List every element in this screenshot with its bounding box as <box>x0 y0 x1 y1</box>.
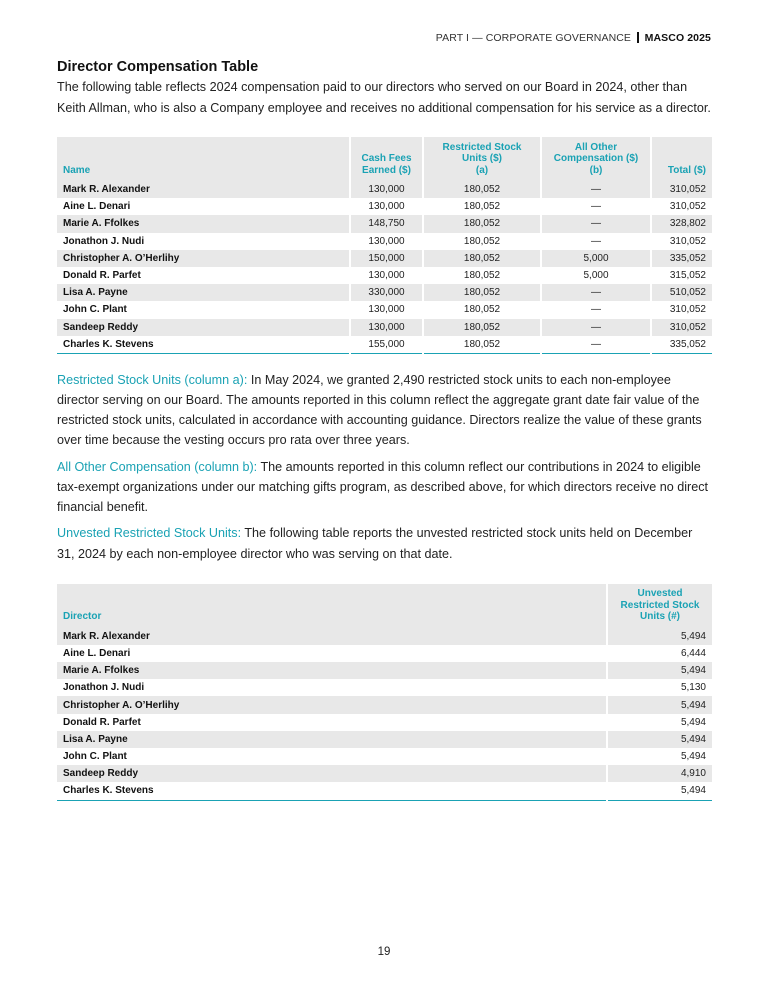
cash-fees-cell: 130,000 <box>350 233 423 250</box>
table-row <box>57 714 712 731</box>
table-row <box>57 181 712 198</box>
table-row <box>57 215 712 232</box>
unvested-units-cell: 6,444 <box>607 645 712 662</box>
table-row <box>57 662 712 679</box>
rsu-value-cell: 180,052 <box>423 301 541 318</box>
director-name-cell: Sandeep Reddy <box>57 319 350 336</box>
director-compensation-table <box>57 137 712 354</box>
rsu-value-cell: 180,052 <box>423 319 541 336</box>
director-name-cell: Jonathon J. Nudi <box>63 682 145 694</box>
total-cell: 335,052 <box>651 336 712 354</box>
other-comp-cell: — <box>541 181 651 198</box>
other-comp-cell: — <box>541 215 651 232</box>
table-row <box>57 198 712 215</box>
col-header-other-comp: All Other Compensation ($) (b) <box>541 137 651 181</box>
rsu-value-cell: 180,052 <box>423 215 541 232</box>
cash-fees-cell: 130,000 <box>350 301 423 318</box>
page-title: Director Compensation Table <box>57 59 259 75</box>
table-row <box>57 628 712 645</box>
note-other-text: The amounts reported in this column reflect our contributions in 2024 to eligible tax-exempt organizations under our matching gifts program, as described above, for which directors receive no direct financial benefit. <box>57 459 708 515</box>
unvested-units-cell: 5,494 <box>607 782 712 800</box>
cash-fees-cell: 130,000 <box>350 181 423 198</box>
director-name-cell: Charles K. Stevens <box>57 782 607 800</box>
note-other-comp <box>57 457 712 518</box>
total-cell: 328,802 <box>651 215 712 232</box>
total-cell: 315,052 <box>651 267 712 284</box>
total-cell: 310,052 <box>651 319 712 336</box>
cash-fees-cell: 155,000 <box>350 336 423 354</box>
director-name-cell: Marie A. Ffolkes <box>57 215 350 232</box>
table-row <box>57 748 712 765</box>
col-header-name: Name <box>57 137 350 181</box>
col-header-total: Total ($) <box>651 137 712 181</box>
other-comp-cell: 5,000 <box>541 267 651 284</box>
header-divider <box>637 32 639 43</box>
cash-fees-cell: 150,000 <box>350 250 423 267</box>
director-name-cell: Lisa A. Payne <box>57 731 607 748</box>
note-other-label: All Other Compensation (column b): <box>57 459 258 474</box>
director-name-cell: Aine L. Denari <box>63 647 131 659</box>
table-row <box>57 250 712 267</box>
other-comp-cell: 5,000 <box>541 250 651 267</box>
rsu-value-cell: 180,052 <box>423 250 541 267</box>
director-name-cell: John C. Plant <box>63 751 127 763</box>
total-cell: 310,052 <box>651 198 712 215</box>
table-row <box>57 731 712 748</box>
compensation-table-body <box>57 181 712 353</box>
rsu-value-cell: 180,052 <box>423 198 541 215</box>
unvested-rsu-table <box>57 584 712 801</box>
unvested-units-cell: 4,910 <box>607 765 712 782</box>
table-row <box>57 284 712 301</box>
table-row <box>57 645 712 662</box>
rsu-value-cell: 180,052 <box>423 284 541 301</box>
rsu-value-cell: 180,052 <box>423 181 541 198</box>
table-row <box>57 267 712 284</box>
note-rsu-label: Restricted Stock Units (column a): <box>57 372 248 387</box>
rsu-value-cell: 180,052 <box>423 233 541 250</box>
cash-fees-cell: 130,000 <box>350 319 423 336</box>
director-name-cell: Marie A. Ffolkes <box>57 662 607 679</box>
other-comp-cell: — <box>541 319 651 336</box>
director-name-cell: Christopher A. O’Herlihy <box>57 696 607 713</box>
director-name-cell: Christopher A. O’Herlihy <box>57 250 350 267</box>
unvested-units-cell: 5,494 <box>607 628 712 645</box>
other-comp-cell: — <box>541 233 651 250</box>
note-unvested-text: The following table reports the unvested restricted stock units held on December 31, 2024 by each non-employee director who was serving on that date. <box>57 526 693 561</box>
rsu-value-cell: 180,052 <box>423 336 541 354</box>
table-header-row <box>57 137 712 181</box>
page-number: 19 <box>377 946 391 958</box>
table-row <box>57 336 712 354</box>
other-comp-cell: — <box>541 198 651 215</box>
intro-paragraph: The following table reflects 2024 compensation paid to our directors who served on our Board in 2024, other than Keith Allman, who is also a Company employee and receives no additional compensation for his service as a director. <box>57 80 711 115</box>
page-header <box>436 32 711 44</box>
director-name-cell: Donald R. Parfet <box>63 716 141 728</box>
table-row <box>57 233 712 250</box>
unvested-units-cell: 5,494 <box>607 731 712 748</box>
table-row <box>57 782 712 800</box>
director-name-cell: Sandeep Reddy <box>57 765 607 782</box>
director-name-cell: Aine L. Denari <box>63 201 131 213</box>
director-name-cell: Donald R. Parfet <box>63 270 141 282</box>
page-content <box>57 59 712 801</box>
unvested-units-cell: 5,494 <box>607 696 712 713</box>
total-cell: 335,052 <box>651 250 712 267</box>
director-name-cell: Lisa A. Payne <box>57 284 350 301</box>
director-name-cell: Jonathon J. Nudi <box>63 235 145 247</box>
unvested-units-cell: 5,494 <box>607 662 712 679</box>
director-name-cell: Charles K. Stevens <box>57 336 350 354</box>
unvested-units-cell: 5,494 <box>607 714 712 731</box>
note-rsu <box>57 370 712 451</box>
total-cell: 310,052 <box>651 301 712 318</box>
unvested-units-cell: 5,494 <box>607 748 712 765</box>
cash-fees-cell: 130,000 <box>350 198 423 215</box>
total-cell: 310,052 <box>651 233 712 250</box>
cash-fees-cell: 130,000 <box>350 267 423 284</box>
brand-label: MASCO 2025 <box>644 32 711 44</box>
cash-fees-cell: 148,750 <box>350 215 423 232</box>
table-row <box>57 765 712 782</box>
other-comp-cell: — <box>541 336 651 354</box>
total-cell: 310,052 <box>651 181 712 198</box>
section-label: PART I — CORPORATE GOVERNANCE <box>435 32 632 44</box>
director-name-cell: Mark R. Alexander <box>57 181 350 198</box>
unvested-table-body <box>57 628 712 800</box>
table-row <box>57 319 712 336</box>
col-header-cash-fees: Cash Fees Earned ($) <box>350 137 423 181</box>
table-row <box>57 696 712 713</box>
table-row <box>57 301 712 318</box>
other-comp-cell: — <box>541 301 651 318</box>
other-comp-cell: — <box>541 284 651 301</box>
note-rsu-text: In May 2024, we granted 2,490 restricted stock units to each non-employee director serving on our Board. The amounts reported in this column reflect the aggregate grant date fair value of the restricted stock units, calculated in accordance with accounting guidance. Directors realize the value of these grants over time because the vesting occurs pro rata over three years. <box>57 372 702 448</box>
total-cell: 510,052 <box>651 284 712 301</box>
col-header-rsu: Restricted Stock Units ($) (a) <box>423 137 541 181</box>
table-header-row <box>57 584 712 628</box>
cash-fees-cell: 330,000 <box>350 284 423 301</box>
director-name-cell: Mark R. Alexander <box>57 628 607 645</box>
table-row <box>57 679 712 696</box>
rsu-value-cell: 180,052 <box>423 267 541 284</box>
note-unvested <box>57 523 712 563</box>
director-name-cell: John C. Plant <box>63 304 127 316</box>
col-header-director: Director <box>57 584 607 628</box>
unvested-units-cell: 5,130 <box>607 679 712 696</box>
col-header-unvested-units: Unvested Restricted Stock Units (#) <box>607 584 712 628</box>
note-unvested-label: Unvested Restricted Stock Units: <box>57 526 242 541</box>
